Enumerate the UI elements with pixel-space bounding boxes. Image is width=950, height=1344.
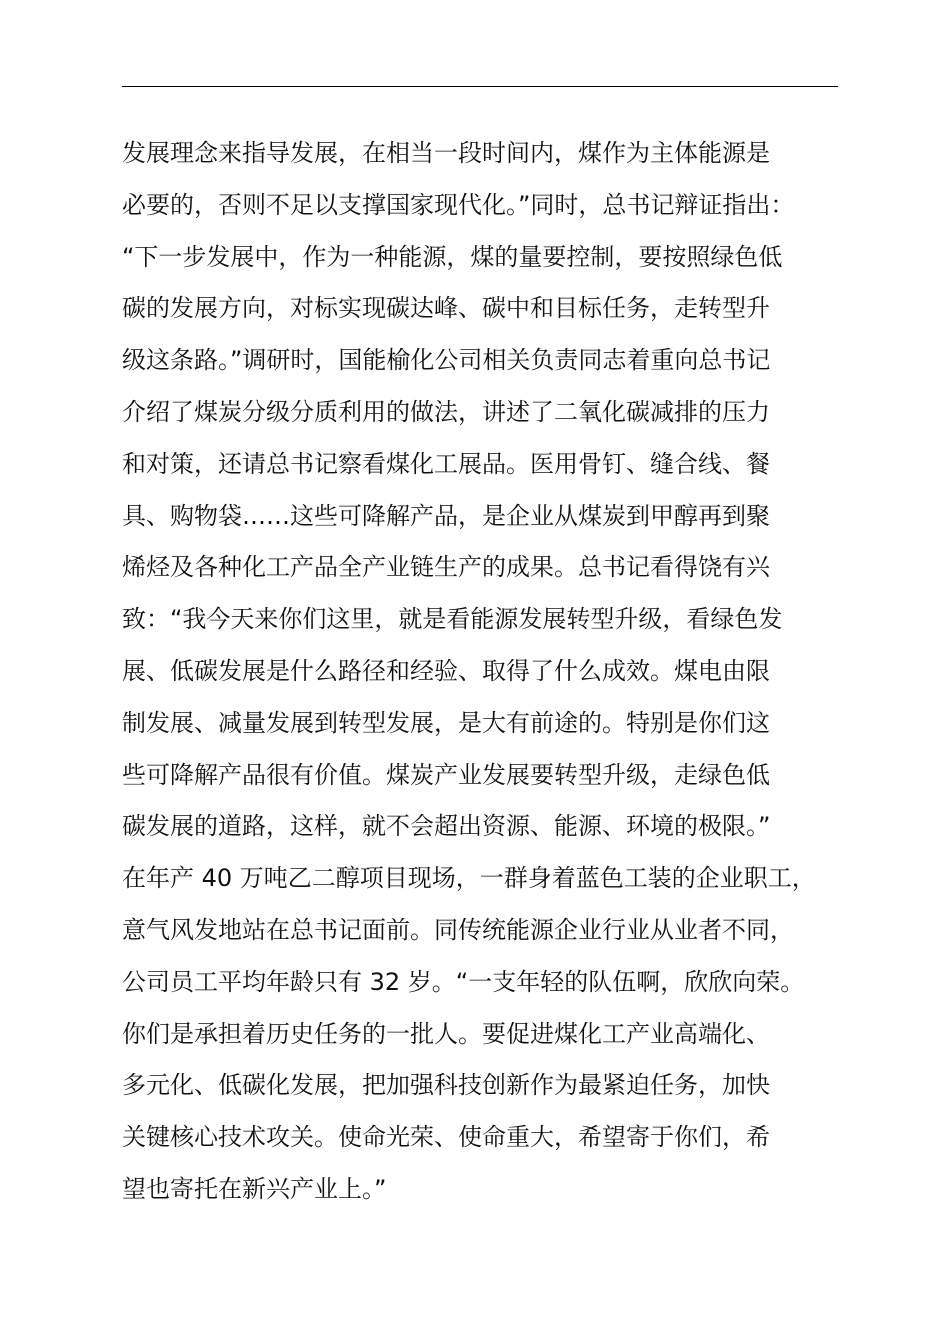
- text-line: 在年产 40 万吨乙二醇项目现场，一群身着蓝色工装的企业职工，: [122, 864, 816, 893]
- text-line: 意气风发地站在总书记面前。同传统能源企业行业从业者不同，: [122, 915, 794, 944]
- text-line: 烯烃及各种化工产品全产业链生产的成果。总书记看得饶有兴: [122, 553, 770, 582]
- text-line: 多元化、低碳化发展，把加强科技创新作为最紧迫任务，加快: [122, 1071, 770, 1100]
- text-line: 致：“我今天来你们这里，就是看能源发展转型升级，看绿色发: [122, 605, 783, 634]
- text-line: 碳的发展方向，对标实现碳达峰、碳中和目标任务，走转型升: [122, 294, 770, 323]
- text-line: “下一步发展中，作为一种能源，煤的量要控制，要按照绿色低: [122, 242, 783, 271]
- text-line: 介绍了煤炭分级分质利用的做法，讲述了二氧化碳减排的压力: [122, 397, 770, 426]
- body-text: [122, 128, 862, 1216]
- text-line: 级这条路。”调研时，国能榆化公司相关负责同志着重向总书记: [122, 346, 771, 375]
- text-line: 些可降解产品很有价值。煤炭产业发展要转型升级，走绿色低: [122, 760, 770, 789]
- text-line: 望也寄托在新兴产业上。”: [122, 1174, 387, 1203]
- text-line: 制发展、减量发展到转型发展，是大有前途的。特别是你们这: [122, 708, 770, 737]
- text-line: 碳发展的道路，这样，就不会超出资源、能源、环境的极限。”: [122, 812, 771, 841]
- header-rule: [122, 86, 838, 87]
- text-line: 展、低碳发展是什么路径和经验、取得了什么成效。煤电由限: [122, 656, 770, 685]
- text-line: 具、购物袋……这些可降解产品，是企业从煤炭到甲醇再到聚: [122, 501, 770, 530]
- text-line: 你们是承担着历史任务的一批人。要促进煤化工产业高端化、: [122, 1019, 770, 1048]
- text-line: 发展理念来指导发展，在相当一段时间内，煤作为主体能源是: [122, 139, 770, 167]
- text-line: 必要的，否则不足以支撑国家现代化。”同时，总书记辩证指出：: [122, 190, 795, 219]
- text-line: 公司员工平均年龄只有 32 岁。“一支年轻的队伍啊，欣欣向荣。: [122, 967, 805, 996]
- text-line: 和对策，还请总书记察看煤化工展品。医用骨钉、缝合线、餐: [122, 449, 770, 478]
- text-line: 关键核心技术攻关。使命光荣、使命重大，希望寄于你们，希: [122, 1123, 770, 1152]
